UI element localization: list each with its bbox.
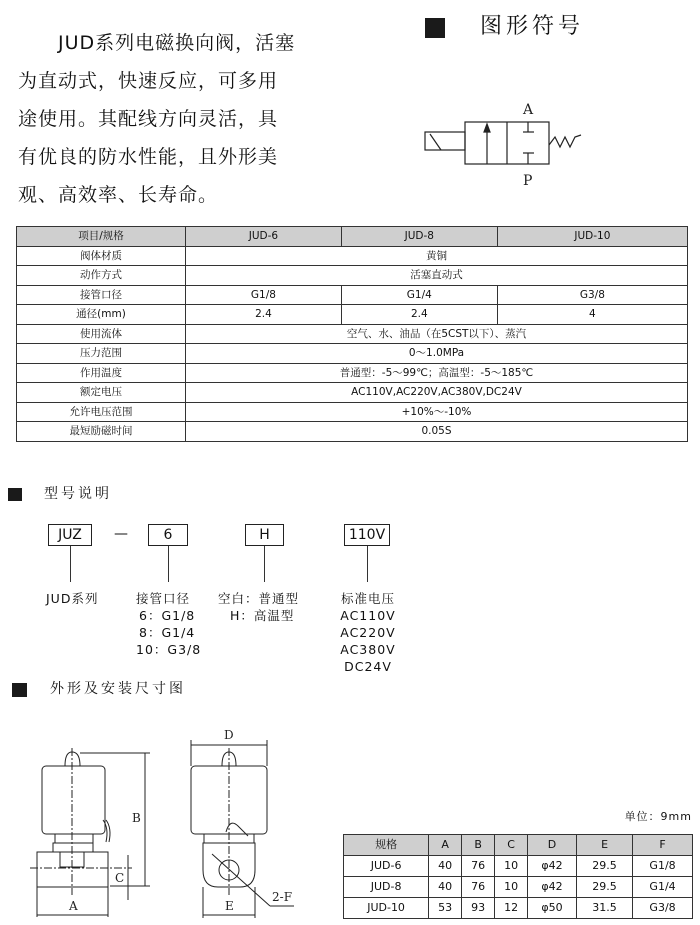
table-row	[17, 344, 688, 364]
desc-line: JUD系列	[46, 591, 99, 606]
connector-line	[70, 546, 71, 582]
cell: G1/4	[341, 285, 497, 305]
cell: +10%～-10%	[186, 402, 688, 422]
row-label: 通径(mm)	[17, 305, 186, 325]
table-header-row	[344, 835, 693, 856]
connector-line	[168, 546, 169, 582]
row-label: 允许电压范围	[17, 402, 186, 422]
table-row	[17, 266, 688, 286]
header-cell: F	[633, 835, 693, 856]
header-cell: 项目/规格	[17, 227, 186, 247]
table-row	[344, 898, 693, 919]
section-bullet-icon	[425, 18, 445, 38]
cell: 10	[495, 877, 528, 898]
table-row	[17, 324, 688, 344]
cell: 53	[429, 898, 462, 919]
row-label: 最短励磁时间	[17, 422, 186, 442]
cell: 12	[495, 898, 528, 919]
dim-label-a: A	[69, 899, 78, 913]
table-header-row	[17, 227, 688, 247]
cell: 40	[429, 856, 462, 877]
cell: 31.5	[577, 898, 633, 919]
header-cell: JUD-6	[186, 227, 342, 247]
table-row	[17, 246, 688, 266]
dim-label-e: E	[225, 899, 234, 913]
cell: G1/8	[633, 856, 693, 877]
desc-line: 接管口径	[136, 591, 191, 606]
cell: 普通型：-5～99℃；高温型：-5～185℃	[186, 363, 688, 383]
port-p-label: P	[523, 173, 533, 189]
cell: AC110V,AC220V,AC380V,DC24V	[186, 383, 688, 403]
model-desc-series	[46, 590, 98, 607]
cell: 空气、水、油品（在5CST以下）、蒸汽	[186, 324, 688, 344]
section-bullet-icon	[12, 683, 27, 697]
desc-line: AC110V	[340, 608, 396, 623]
row-label: 作用温度	[17, 363, 186, 383]
dimension-table	[343, 834, 693, 919]
table-row	[17, 422, 688, 442]
header-cell: 规格	[344, 835, 429, 856]
spring-icon	[549, 135, 581, 147]
dim-label-d: D	[224, 728, 234, 742]
model-dash: —	[114, 526, 128, 542]
cell: 0.05S	[186, 422, 688, 442]
cell: 活塞直动式	[186, 266, 688, 286]
cell: 0～1.0MPa	[186, 344, 688, 364]
connector-line	[367, 546, 368, 582]
table-row	[17, 363, 688, 383]
desc-line: AC220V	[340, 625, 396, 640]
dimension-section-title: 外形及安装尺寸图	[50, 681, 186, 697]
row-label: 动作方式	[17, 266, 186, 286]
header-cell: A	[429, 835, 462, 856]
cell: φ42	[528, 877, 577, 898]
cell: φ50	[528, 898, 577, 919]
cell: 4	[497, 305, 687, 325]
intro-line: JUD系列电磁换向阀，活塞	[18, 32, 296, 54]
dim-label-f: 2-F	[272, 890, 293, 904]
header-cell: E	[577, 835, 633, 856]
header-cell: B	[462, 835, 495, 856]
intro-line: 观、高效率、长寿命。	[18, 184, 219, 206]
table-row	[17, 402, 688, 422]
model-desc-type	[218, 590, 299, 624]
model-section-title: 型号说明	[44, 486, 112, 502]
spec-table	[16, 226, 688, 442]
cell: 76	[462, 877, 495, 898]
valve-outline-drawing	[20, 720, 320, 925]
desc-line: 标准电压	[340, 591, 395, 606]
cell: 29.5	[577, 877, 633, 898]
row-label: 接管口径	[17, 285, 186, 305]
intro-line: 有优良的防水性能，且外形美	[18, 146, 279, 168]
cell: G1/4	[633, 877, 693, 898]
cell: 76	[462, 856, 495, 877]
cell: JUD-10	[344, 898, 429, 919]
header-cell: C	[495, 835, 528, 856]
valve-symbol-diagram	[410, 90, 600, 190]
intro-line: 途使用。其配线方向灵活，具	[18, 108, 279, 130]
cell: G3/8	[633, 898, 693, 919]
table-row	[344, 877, 693, 898]
cell: JUD-8	[344, 877, 429, 898]
model-desc-port	[136, 590, 201, 658]
cell: 10	[495, 856, 528, 877]
model-box-type: H	[245, 524, 284, 546]
symbol-section-title: 图形符号	[480, 14, 585, 39]
model-box-port: 6	[148, 524, 188, 546]
cell: 29.5	[577, 856, 633, 877]
dim-label-b: B	[132, 811, 141, 825]
dim-label-c: C	[115, 871, 125, 885]
port-a-label: A	[523, 102, 534, 118]
row-label: 额定电压	[17, 383, 186, 403]
unit-label: 单位：9mm	[624, 810, 692, 823]
intro-text	[18, 24, 378, 214]
table-row	[344, 856, 693, 877]
cell: φ42	[528, 856, 577, 877]
row-label: 压力范围	[17, 344, 186, 364]
model-box-voltage: 110V	[344, 524, 390, 546]
section-bullet-icon	[8, 488, 22, 501]
connector-line	[264, 546, 265, 582]
header-cell: JUD-10	[497, 227, 687, 247]
row-label: 阀体材质	[17, 246, 186, 266]
desc-line: DC24V	[344, 659, 392, 674]
intro-line: 为直动式，快速反应，可多用	[18, 70, 279, 92]
row-label: 使用流体	[17, 324, 186, 344]
cell: G3/8	[497, 285, 687, 305]
desc-line: 8：G1/4	[139, 625, 196, 640]
cell: 93	[462, 898, 495, 919]
header-cell: D	[528, 835, 577, 856]
cell: 40	[429, 877, 462, 898]
desc-line: 10：G3/8	[136, 642, 202, 657]
model-box-series: JUZ	[48, 524, 92, 546]
table-row	[17, 285, 688, 305]
desc-line: 空白：普通型	[218, 591, 300, 606]
cell: G1/8	[186, 285, 342, 305]
table-row	[17, 305, 688, 325]
model-desc-voltage	[328, 590, 408, 675]
header-cell: JUD-8	[341, 227, 497, 247]
table-row	[17, 383, 688, 403]
cell: 2.4	[186, 305, 342, 325]
desc-line: 6：G1/8	[139, 608, 196, 623]
cell: 2.4	[341, 305, 497, 325]
desc-line: H：高温型	[230, 608, 295, 623]
cell: JUD-6	[344, 856, 429, 877]
cell: 黄铜	[186, 246, 688, 266]
desc-line: AC380V	[340, 642, 396, 657]
